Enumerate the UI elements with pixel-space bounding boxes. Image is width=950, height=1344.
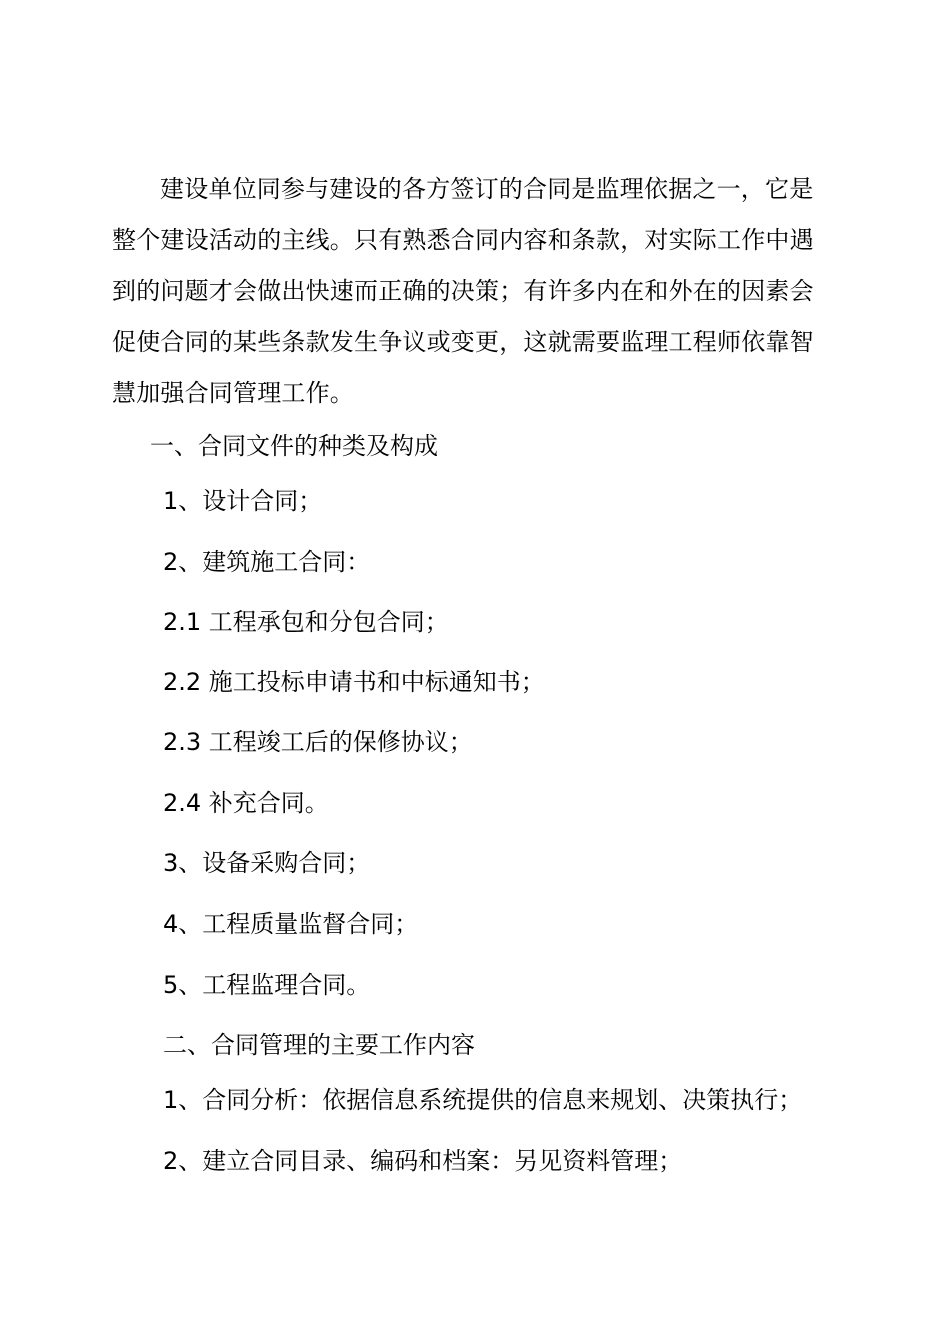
list-item: 2.4 补充合同。 <box>163 789 329 817</box>
section-heading-2: 二、合同管理的主要工作内容 <box>163 1031 475 1059</box>
intro-paragraph <box>112 164 834 419</box>
intro-line: 整个建设活动的主线。只有熟悉合同内容和条款，对实际工作中遇 <box>112 226 814 254</box>
list-item: 2.1 工程承包和分包合同； <box>163 608 449 636</box>
list-item: 2.3 工程竣工后的保修协议； <box>163 728 473 756</box>
intro-line: 促使合同的某些条款发生争议或变更，这就需要监理工程师依靠智 <box>112 328 814 356</box>
list-item: 2.2 施工投标申请书和中标通知书； <box>163 668 545 696</box>
list-item: 2、建立合同目录、编码和档案：另见资料管理； <box>163 1147 683 1175</box>
list-item: 4、工程质量监督合同； <box>163 910 419 938</box>
intro-line: 到的问题才会做出快速而正确的决策；有许多内在和外在的因素会 <box>112 277 814 305</box>
intro-line: 慧加强合同管理工作。 <box>112 379 354 407</box>
list-item: 2、建筑施工合同： <box>163 548 371 576</box>
intro-line: 建设单位同参与建设的各方签订的合同是监理依据之一，它是 <box>160 175 814 203</box>
list-item: 1、设计合同； <box>163 487 323 515</box>
list-item: 3、设备采购合同； <box>163 849 371 877</box>
list-item: 5、工程监理合同。 <box>163 971 371 999</box>
section-heading-1: 一、合同文件的种类及构成 <box>150 432 438 460</box>
list-item: 1、合同分析：依据信息系统提供的信息来规划、决策执行； <box>163 1086 803 1114</box>
